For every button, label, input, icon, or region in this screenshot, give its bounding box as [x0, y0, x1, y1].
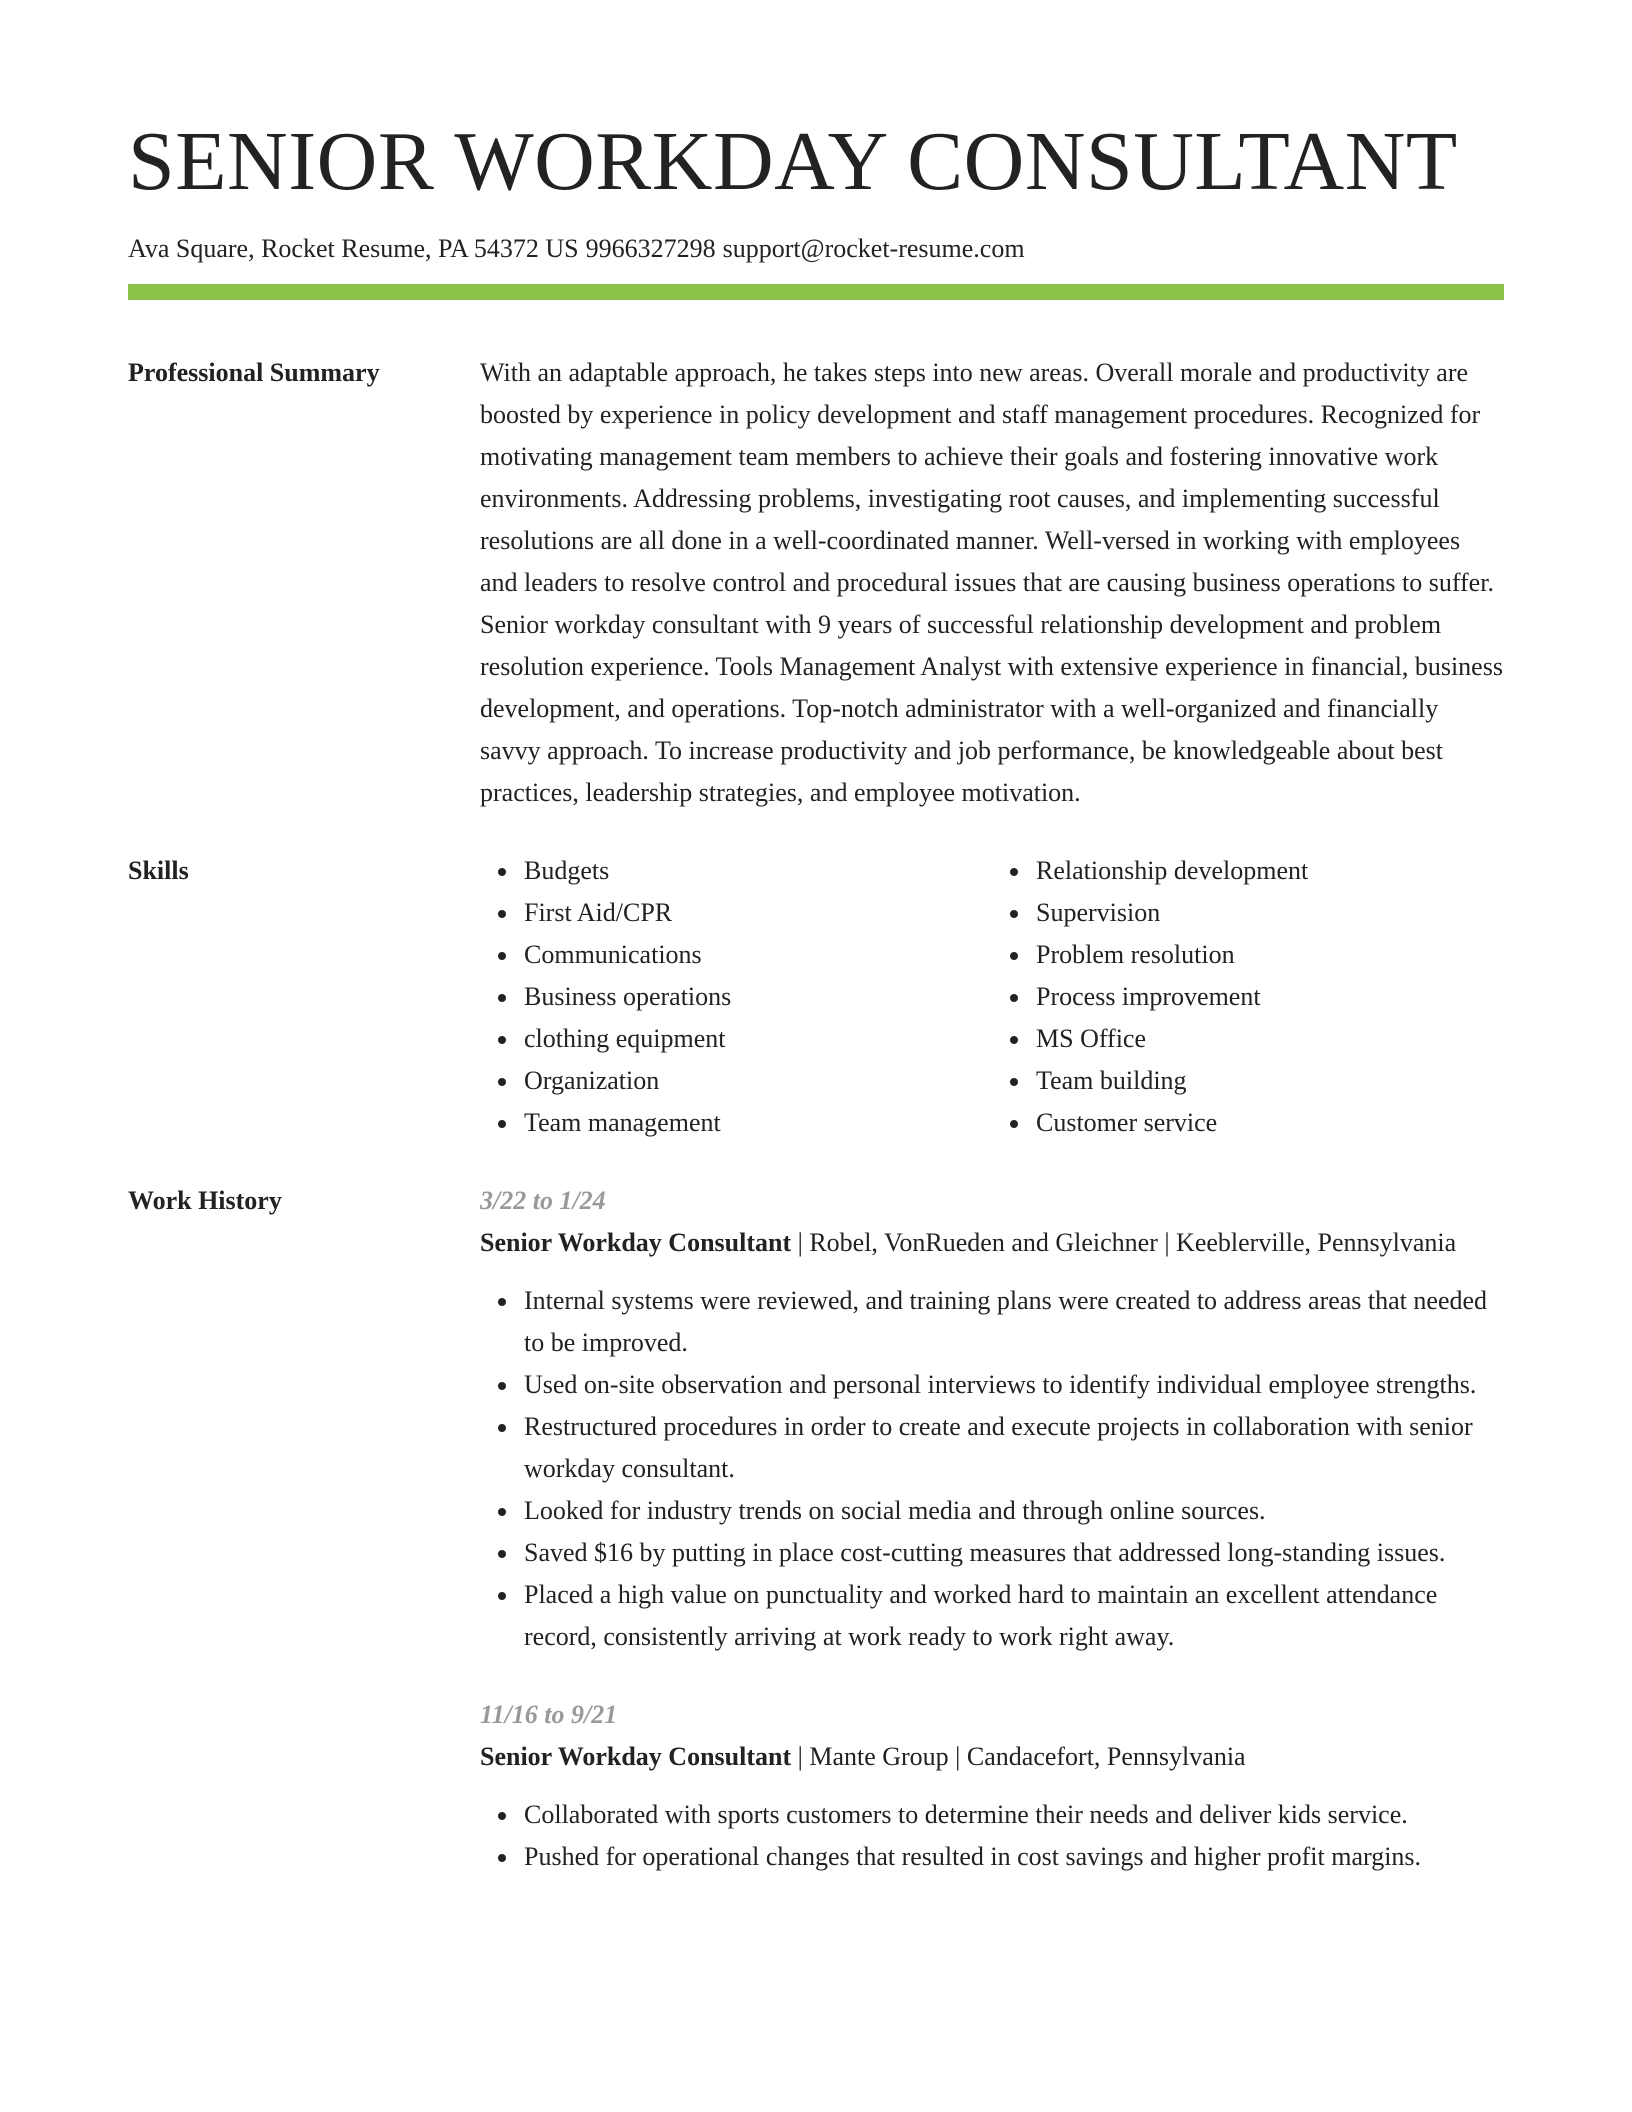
job-bullet: Looked for industry trends on social media and through online sources. — [524, 1490, 1504, 1532]
job-details: | Mante Group | Candacefort, Pennsylvania — [791, 1741, 1246, 1771]
skill-item: Business operations — [524, 976, 992, 1018]
summary-text: With an adaptable approach, he takes steps into new areas. Overall morale and productivity are boosted by experience in policy development and staff management procedures. Recognized for motivating management team members to achieve their goals and fostering innovative work environments. Addressing problems, investigating root causes, and implementing successful resolutions are all done in a well-coordinated manner. Well-versed in working with employees and leaders to resolve control and procedural issues that are causing business operations to suffer. Senior workday consultant with 9 years of successful relationship development and problem resolution experience. Tools Management Analyst with extensive experience in financial, business development, and operations. Top-notch administrator with a well-organized and financially savvy approach. To increase productivity and job performance, be knowledgeable about best practices, leadership strategies, and employee motivation. — [480, 357, 1503, 807]
contact-email: support@rocket-resume.com — [722, 234, 1025, 263]
work-history-body — [480, 1180, 1504, 1914]
skill-item: Problem resolution — [1036, 934, 1504, 976]
job-header — [480, 1736, 1504, 1778]
skill-item: Process improvement — [1036, 976, 1504, 1018]
job-title: Senior Workday Consultant — [480, 1741, 792, 1771]
job-bullet: Used on-site observation and personal interviews to identify individual employee strengths. — [524, 1364, 1504, 1406]
job-bullets — [480, 1794, 1504, 1878]
header-divider — [128, 284, 1504, 300]
section-title-skills: Skills — [128, 855, 189, 885]
job-entry — [480, 1694, 1504, 1878]
job-bullet: Placed a high value on punctuality and worked hard to maintain an excellent attendance record, consistently arriving at work ready to work right away. — [524, 1574, 1504, 1658]
job-header — [480, 1222, 1504, 1264]
job-entry — [480, 1180, 1504, 1658]
summary-body — [480, 352, 1504, 814]
skill-item: First Aid/CPR — [524, 892, 992, 934]
job-bullet: Pushed for operational changes that resulted in cost savings and higher profit margins. — [524, 1836, 1504, 1878]
skill-item: Budgets — [524, 850, 992, 892]
skill-item: MS Office — [1036, 1018, 1504, 1060]
skill-item: Relationship development — [1036, 850, 1504, 892]
job-bullets — [480, 1280, 1504, 1658]
skill-item: Supervision — [1036, 892, 1504, 934]
skills-list-right — [992, 850, 1504, 1144]
resume-name-heading: SENIOR WORKDAY CONSULTANT — [128, 115, 1458, 208]
skill-item: Communications — [524, 934, 992, 976]
job-title: Senior Workday Consultant — [480, 1227, 792, 1257]
skill-item: Team management — [524, 1102, 992, 1144]
section-title-work-history: Work History — [128, 1185, 282, 1215]
job-bullet: Restructured procedures in order to create and execute projects in collaboration with senior workday consultant. — [524, 1406, 1504, 1490]
job-bullet: Internal systems were reviewed, and training plans were created to address areas that needed to be improved. — [524, 1280, 1504, 1364]
job-details: | Robel, VonRueden and Gleichner | Keeblerville, Pennsylvania — [791, 1227, 1457, 1257]
skill-item: Team building — [1036, 1060, 1504, 1102]
skills-columns — [480, 850, 1504, 1144]
job-bullet: Saved $16 by putting in place cost-cutting measures that addressed long-standing issues. — [524, 1532, 1504, 1574]
skill-item: Organization — [524, 1060, 992, 1102]
skill-item: Customer service — [1036, 1102, 1504, 1144]
skills-list-left — [480, 850, 992, 1144]
job-dates: 11/16 to 9/21 — [480, 1699, 618, 1729]
contact-address: Ava Square, Rocket Resume, PA 54372 US — [128, 234, 579, 263]
job-dates: 3/22 to 1/24 — [480, 1185, 606, 1215]
contact-phone: 9966327298 — [585, 234, 716, 263]
contact-line — [128, 232, 1504, 266]
section-title-professional-summary: Professional Summary — [128, 357, 380, 387]
job-bullet: Collaborated with sports customers to determine their needs and deliver kids service. — [524, 1794, 1504, 1836]
skills-section — [128, 850, 1504, 1144]
work-history-section — [128, 1180, 1504, 1914]
skill-item: clothing equipment — [524, 1018, 992, 1060]
professional-summary-section — [128, 352, 1504, 814]
